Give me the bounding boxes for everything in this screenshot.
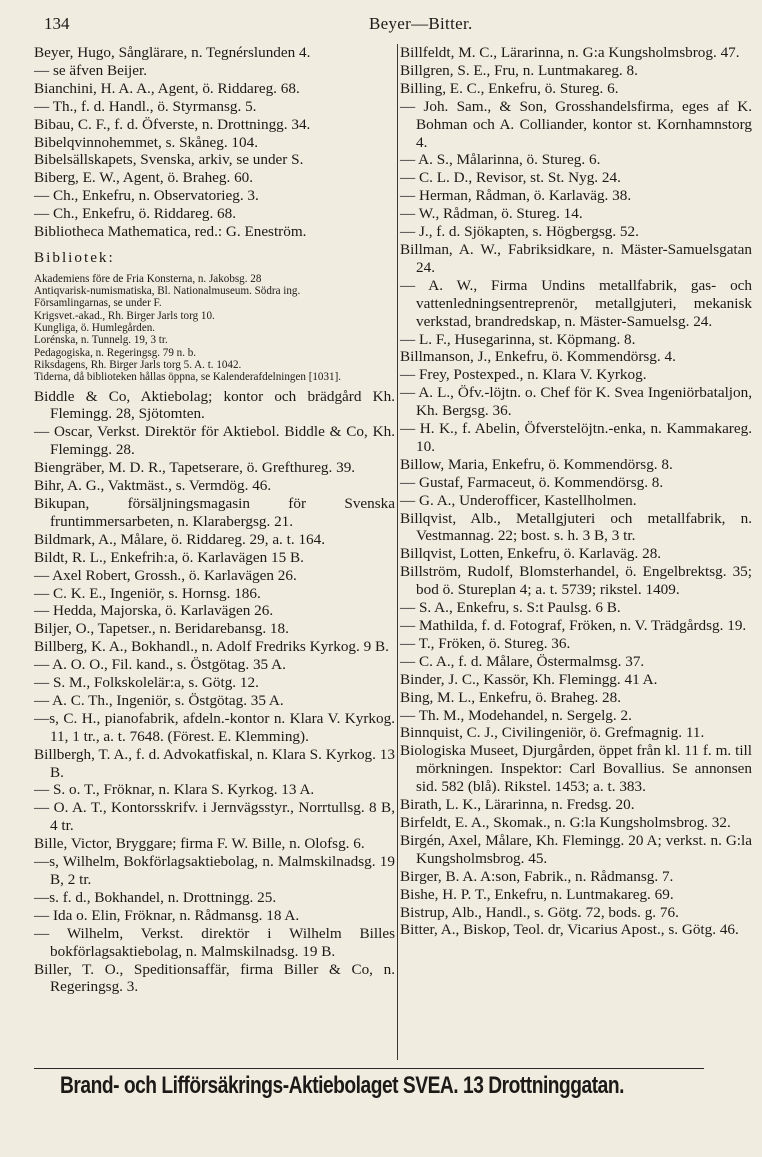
directory-entry: — H. K., f. Abelin, Öfverstelöjtn.-enka, n. Kammakareg. 10. bbox=[400, 420, 752, 455]
directory-entry: Bitter, A., Biskop, Teol. dr, Vicarius Apost., s. Götg. 46. bbox=[400, 921, 739, 939]
directory-entry: Bildmark, A., Målare, ö. Riddareg. 29, a. t. 164. bbox=[34, 530, 326, 548]
directory-entry: Birger, B. A. A:son, Fabrik., n. Rådmansg. 7. bbox=[400, 867, 674, 885]
directory-entry: Billberg, K. A., Bokhandl., n. Adolf Fredriks Kyrkog. 9 B. bbox=[34, 638, 389, 656]
section-heading: Bibliotek: bbox=[34, 248, 115, 266]
directory-entry: Bildt, R. L., Enkefrih:a, ö. Karlavägen 15 B. bbox=[34, 548, 304, 566]
directory-entry: Biologiska Museet, Djurgården, öppet från kl. 11 f. m. till mörkningen. Inspektor: Carl Bovallius. Se annonsen sid. 582 (blå). Rikstel. 1453; a. t. 383. bbox=[400, 742, 752, 796]
directory-entry: Krigsvet.-akad., Rh. Birger Jarls torg 10. bbox=[34, 309, 215, 322]
directory-entry: — G. A., Underofficer, Kastellholmen. bbox=[400, 491, 637, 509]
directory-entry: — C. A., f. d. Målare, Östermalmsg. 37. bbox=[400, 652, 645, 670]
directory-entry: Bikupan, försäljningsmagasin för Svenska fruntimmersarbeten, n. Klarabergsg. 21. bbox=[34, 494, 395, 530]
directory-entry: Billow, Maria, Enkefru, ö. Kommendörsg. 8. bbox=[400, 455, 673, 473]
directory-entry: — Th., f. d. Handl., ö. Styrmansg. 5. bbox=[34, 97, 257, 115]
directory-entry: Biberg, E. W., Agent, ö. Braheg. 60. bbox=[34, 169, 254, 187]
directory-entry: — A. L., Öfv.-löjtn. o. Chef för K. Svea Ingeniörbataljon, Kh. Bergsg. 36. bbox=[400, 384, 752, 420]
directory-entry: Birath, L. K., Lärarinna, n. Fredsg. 20. bbox=[400, 796, 635, 814]
directory-entry: — A. S., Målarinna, ö. Stureg. 6. bbox=[400, 151, 601, 169]
directory-entry: — T., Fröken, ö. Stureg. 36. bbox=[400, 634, 571, 652]
directory-entry: — Mathilda, f. d. Fotograf, Fröken, n. V. Trädgårdsg. 19. bbox=[400, 617, 747, 634]
directory-entry: Beyer, Hugo, Sånglärare, n. Tegnérslunden 4. bbox=[34, 44, 311, 61]
directory-entry: — L. F., Husegarinna, st. Köpmang. 8. bbox=[400, 330, 636, 348]
directory-entry: Billström, Rudolf, Blomsterhandel, ö. Engelbrektsg. 35; bod ö. Stureplan 4; a. t. 5739; rikstel. 1409. bbox=[400, 563, 752, 599]
directory-entry: — S. o. T., Fröknar, n. Klara S. Kyrkog. 13 A. bbox=[34, 781, 315, 799]
directory-entry: — Herman, Rådman, ö. Karlaväg. 38. bbox=[400, 187, 632, 205]
directory-entry: Tiderna, då biblioteken hållas öppna, se Kalenderafdelningen [1031]. bbox=[34, 371, 342, 384]
directory-entry: — Gustaf, Farmaceut, ö. Kommendörsg. 8. bbox=[400, 473, 664, 491]
directory-entry: Bille, Victor, Bryggare; firma F. W. Bille, n. Olofsg. 6. bbox=[34, 835, 365, 853]
directory-entry: — Axel Robert, Grossh., ö. Karlavägen 26. bbox=[34, 566, 297, 584]
directory-entry: — A. O. O., Fil. kand., s. Östgötag. 35 A. bbox=[34, 656, 286, 674]
directory-entry: Biengräber, M. D. R., Tapetserare, ö. Grefthureg. 39. bbox=[34, 459, 356, 477]
directory-entry: — Wilhelm, Verkst. direktör i Wilhelm Billes bokförlagsaktiebolag, n. Malmskilnadsg. 19 B. bbox=[34, 924, 395, 960]
page-number: 134 bbox=[44, 14, 70, 33]
footer-advert: Brand- och Lifförsäkrings-Aktiebolaget SVEA. 13 Drottninggatan. bbox=[60, 1072, 624, 1099]
directory-entry: —s. f. d., Bokhandel, n. Drottningg. 25. bbox=[34, 888, 277, 906]
left-column bbox=[34, 44, 395, 996]
directory-entry: — Joh. Sam., & Son, Grosshandelsfirma, eges af K. Bohman och A. Colliander, kontor st. Kornhamnstorg 4. bbox=[400, 97, 752, 151]
directory-entry: Biller, T. O., Speditionsaffär, firma Biller & Co, n. Regeringsg. 3. bbox=[34, 960, 395, 996]
footer-rule bbox=[34, 1068, 704, 1069]
page-header bbox=[44, 14, 722, 36]
directory-entry: — Frey, Postexped., n. Klara V. Kyrkog. bbox=[400, 366, 647, 384]
directory-entry: Bianchini, H. A. A., Agent, ö. Riddareg. 68. bbox=[34, 79, 300, 97]
directory-entry: — Ch., Enkefru, ö. Riddareg. 68. bbox=[34, 205, 237, 223]
directory-entry: Bibelqvinnohemmet, s. Skåneg. 104. bbox=[34, 133, 258, 151]
directory-entry: Bihr, A. G., Vaktmäst., s. Vermdög. 46. bbox=[34, 477, 272, 495]
directory-entry: Bibliotheca Mathematica, red.: G. Eneström. bbox=[34, 223, 307, 241]
directory-entry: Biljer, O., Tapetser., n. Beridarebansg. 18. bbox=[34, 620, 289, 638]
directory-entry: — S. A., Enkefru, s. S:t Paulsg. 6 B. bbox=[400, 599, 621, 617]
directory-entry: — Ida o. Elin, Fröknar, n. Rådmansg. 18 A. bbox=[34, 906, 300, 924]
directory-entry: — C. L. D., Revisor, st. St. Nyg. 24. bbox=[400, 169, 621, 187]
directory-entry: Bibau, C. F., f. d. Öfverste, n. Drottningg. 34. bbox=[34, 115, 311, 133]
directory-entry: Binnquist, C. J., Civilingeniör, ö. Grefmagnig. 11. bbox=[400, 724, 705, 742]
directory-entry: Billmanson, J., Enkefru, ö. Kommendörsg. 4. bbox=[400, 348, 676, 366]
directory-entry: — A. W., Firma Undins metallfabrik, gas- och vattenledningsentreprenör, metallgjuteri, mekanisk verkstad, brandredskap, n. Mäster-Samuelsg. 24. bbox=[400, 276, 752, 330]
directory-entry: Bing, M. L., Enkefru, ö. Braheg. 28. bbox=[400, 688, 622, 706]
directory-entry: — J., f. d. Sjökapten, s. Högbergsg. 52. bbox=[400, 223, 639, 241]
directory-entry: Akademiens före de Fria Konsterna, n. Jakobsg. 28 bbox=[34, 272, 262, 285]
directory-entry: Billman, A. W., Fabriksidkare, n. Mäster-Samuelsgatan 24. bbox=[400, 240, 752, 276]
directory-entry: — A. C. Th., Ingeniör, s. Östgötag. 35 A. bbox=[34, 691, 284, 709]
directory-entry: Bibelsällskapets, Svenska, arkiv, se under S. bbox=[34, 151, 304, 169]
directory-entry: — O. A. T., Kontorsskrifv. i Jernvägsstyr., Norrtullsg. 8 B, 4 tr. bbox=[34, 799, 395, 835]
directory-entry: Biddle & Co, Aktiebolag; kontor och brädgård Kh. Flemingg. 28, Sjötomten. bbox=[34, 387, 395, 423]
column-divider bbox=[397, 44, 398, 1060]
directory-entry: Lorénska, n. Tunnelg. 19, 3 tr. bbox=[34, 334, 168, 347]
directory-entry: Birgén, Axel, Målare, Kh. Flemingg. 20 A; verkst. n. G:la Kungsholmsbrog. 45. bbox=[400, 831, 752, 867]
directory-entry: Billgren, S. E., Fru, n. Luntmakareg. 8. bbox=[400, 61, 638, 79]
directory-entry: — Oscar, Verkst. Direktör för Aktiebol. Biddle & Co, Kh. Flemingg. 28. bbox=[34, 423, 395, 459]
directory-entry: —s, Wilhelm, Bokförlagsaktiebolag, n. Malmskilnadsg. 19 B, 2 tr. bbox=[34, 853, 395, 889]
directory-entry: — se äfven Beijer. bbox=[34, 61, 148, 79]
directory-entry: Riksdagens, Rh. Birger Jarls torg 5. A. t. 1042. bbox=[34, 358, 242, 371]
directory-entry: Binder, J. C., Kassör, Kh. Flemingg. 41 A. bbox=[400, 670, 658, 688]
directory-entry: Bishe, H. P. T., Enkefru, n. Luntmakareg. 69. bbox=[400, 885, 674, 903]
directory-entry: Antiqvarisk-numismatiska, Bl. Nationalmuseum. Södra ing. bbox=[34, 285, 301, 298]
directory-entry: — W., Rådman, ö. Stureg. 14. bbox=[400, 205, 583, 223]
directory-entry: —s, C. H., pianofabrik, afdeln.-kontor n. Klara V. Kyrkog. 11, 1 tr., a. t. 7648. (Förest. E. Klemming). bbox=[34, 709, 395, 745]
directory-entry: Birfeldt, E. A., Skomak., n. G:la Kungsholmsbrog. 32. bbox=[400, 813, 731, 831]
running-title: Beyer—Bitter. bbox=[369, 14, 473, 33]
directory-entry: — S. M., Folkskolelär:a, s. Götg. 12. bbox=[34, 674, 259, 692]
directory-entry: Billqvist, Lotten, Enkefru, ö. Karlaväg. 28. bbox=[400, 545, 662, 563]
directory-entry: — Ch., Enkefru, n. Observatorieg. 3. bbox=[34, 187, 259, 205]
directory-entry: — C. K. E., Ingeniör, s. Hornsg. 186. bbox=[34, 584, 261, 602]
right-column bbox=[400, 44, 752, 939]
directory-entry: — Hedda, Majorska, ö. Karlavägen 26. bbox=[34, 602, 274, 620]
directory-entry: Billing, E. C., Enkefru, ö. Stureg. 6. bbox=[400, 79, 619, 97]
directory-entry: — Th. M., Modehandel, n. Sergelg. 2. bbox=[400, 706, 632, 724]
directory-entry: Billqvist, Alb., Metallgjuteri och metallfabrik, n. Vestmannag. 22; bost. s. h. 3 B, 3 tr. bbox=[400, 509, 752, 545]
directory-entry: Bistrup, Alb., Handl., s. Götg. 72, bods. g. 76. bbox=[400, 903, 679, 921]
directory-entry: Kungliga, ö. Humlegården. bbox=[34, 322, 156, 335]
directory-entry: Pedagogiska, n. Regeringsg. 79 n. b. bbox=[34, 346, 197, 359]
directory-entry: Församlingarnas, se under F. bbox=[34, 297, 162, 310]
directory-entry: Billfeldt, M. C., Lärarinna, n. G:a Kungsholmsbrog. 47. bbox=[400, 44, 740, 61]
directory-entry: Billbergh, T. A., f. d. Advokatfiskal, n. Klara S. Kyrkog. 13 B. bbox=[34, 745, 395, 781]
